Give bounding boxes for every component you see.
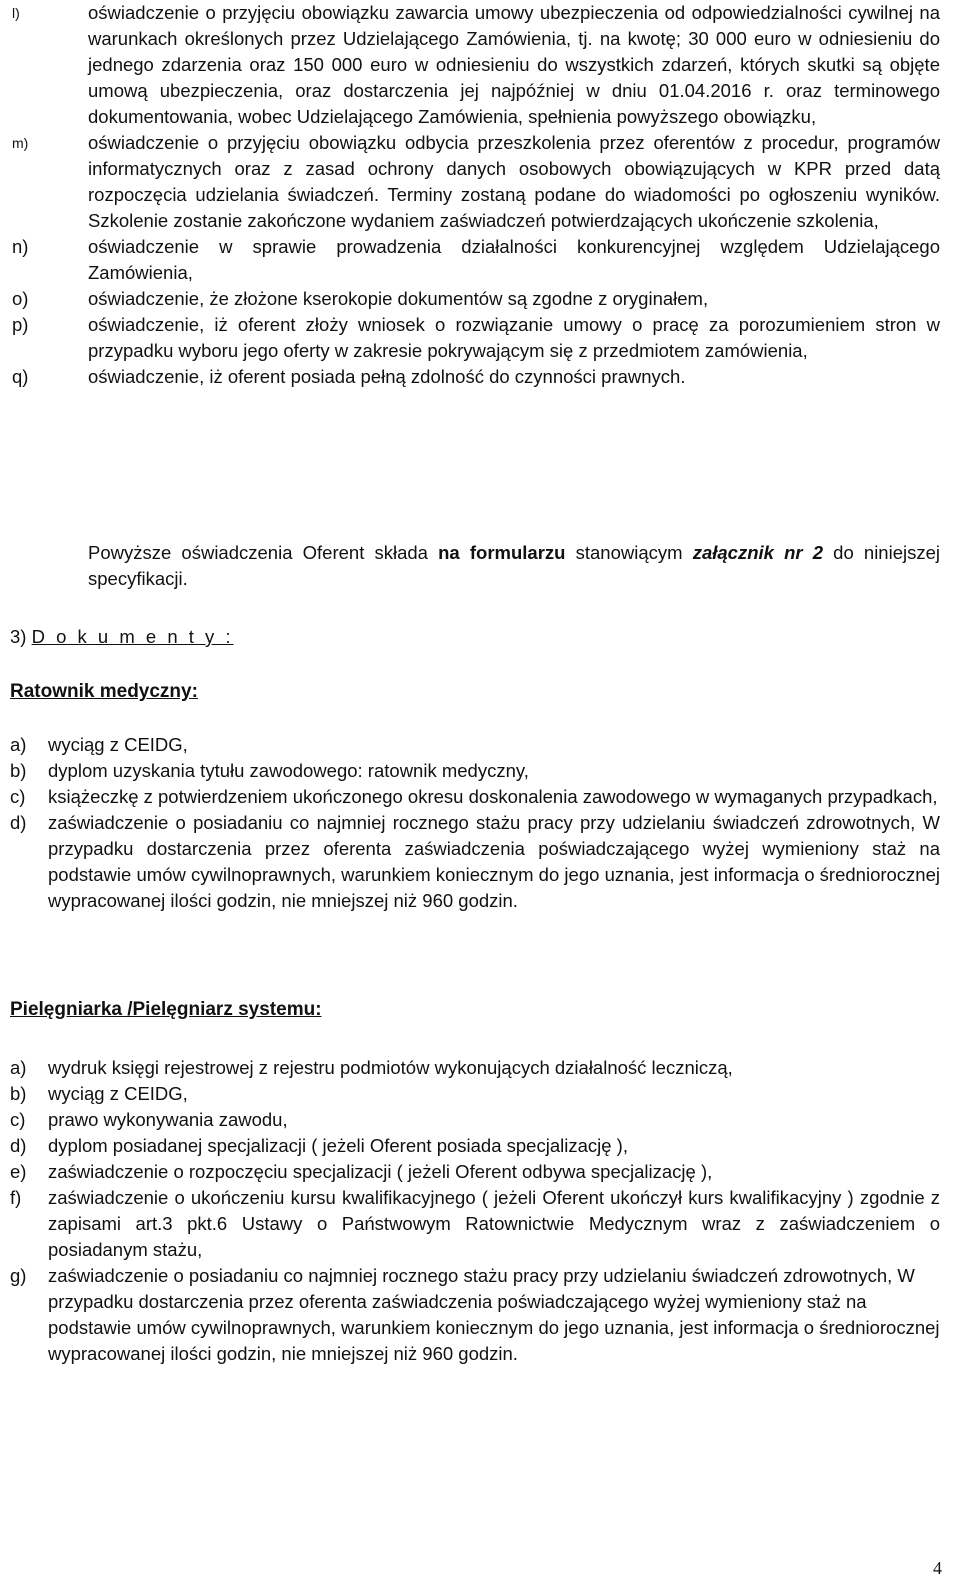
statement-bold-text: na formularzu: [438, 542, 566, 563]
list-item: [0, 130, 960, 234]
list-item-text: oświadczenie w sprawie prowadzenia działalności konkurencyjnej względem Udzielającego Zamówienia,: [88, 236, 940, 283]
list-item-text: zaświadczenie o posiadaniu co najmniej rocznego stażu pracy przy udzielaniu świadczeń zdrowotnych, W przypadku dostarczenia przez oferenta zaświadczenia poświadczającego wyżej wymieniony staż na podstawie umów cywilnoprawnych, warunkiem koniecznym do jego uznania, jest informacja o średniorocznej wypracowanej ilości godzin, nie mniejszej niż 960 godzin.: [48, 1265, 940, 1364]
list-item-text: oświadczenie o przyjęciu obowiązku odbycia przeszkolenia przez oferentów z procedur, programów informatycznych oraz z zasad ochrony danych osobowych obowiązujących w KPR przed datą rozpoczęcia udzielania świadczeń. Terminy zostaną podane do wiadomości po ogłoszeniu wyników. Szkolenie zostanie zakończone wydaniem zaświadczeń potwierdzających ukończenie szkolenia,: [88, 132, 940, 231]
list-item-text: oświadczenie, iż oferent posiada pełną zdolność do czynności prawnych.: [88, 366, 686, 387]
list-item-text: zaświadczenie o posiadaniu co najmniej rocznego stażu pracy przy udzielaniu świadczeń zdrowotnych, W przypadku dostarczenia przez oferenta zaświadczenia poświadczającego wyżej wymieniony staż na podstawie umów cywilnoprawnych, warunkiem koniecznym do jego uznania, jest informacja o średniorocznej wypracowanej ilości godzin, nie mniejszej niż 960 godzin.: [48, 812, 940, 911]
list-item-text: wyciąg z CEIDG,: [48, 734, 188, 755]
list-marker: f): [10, 1187, 22, 1208]
list-item: [0, 1107, 960, 1133]
list-item: [0, 758, 960, 784]
list-item: [0, 810, 960, 914]
declarations-list: [0, 0, 960, 390]
list-item-text: książeczkę z potwierdzeniem ukończonego okresu doskonalenia zawodowego w wymaganych przypadkach,: [48, 786, 938, 807]
list-item: [0, 784, 960, 810]
list-item-text: dyplom uzyskania tytułu zawodowego: ratownik medyczny,: [48, 760, 529, 781]
list-item: [0, 1081, 960, 1107]
list-item-text: oświadczenie, iż oferent złoży wniosek o rozwiązanie umowy o pracę za porozumieniem stron w przypadku wyboru jego oferty w zakresie pokrywającym się z przedmiotem zamówienia,: [88, 314, 940, 361]
ratownik-heading: Ratownik medyczny:: [10, 681, 198, 702]
list-marker: c): [10, 1109, 26, 1130]
list-marker: m): [12, 135, 29, 151]
ratownik-documents-list: [0, 732, 960, 914]
statement-paragraph: [88, 540, 940, 592]
list-marker: q): [12, 366, 29, 387]
list-item: [0, 1263, 960, 1367]
list-item-text: zaświadczenie o ukończeniu kursu kwalifikacyjnego ( jeżeli Oferent ukończył kurs kwalifikacyjny ) zgodnie z zapisami art.3 pkt.6 Ustawy o Państwowym Ratownictwie Medycznym wraz z zaświadczeniem o posiadanym stażu,: [48, 1187, 940, 1260]
list-item: [0, 1133, 960, 1159]
attachment-reference: załącznik nr 2: [692, 542, 824, 563]
list-item: [0, 312, 960, 364]
list-marker: g): [10, 1265, 27, 1286]
list-marker: l): [12, 5, 20, 21]
list-item-text: oświadczenie o przyjęciu obowiązku zawarcia umowy ubezpieczenia od odpowiedzialności cywilnej na warunkach określonych przez Udzielającego Zamówienia, tj. na kwotę; 30 000 euro w odniesieniu do jednego zdarzenia oraz 150 000 euro w odniesieniu do wszystkich zdarzeń, których skutki są objęte umową ubezpieczenia, oraz dostarczenia jej najpóźniej w dniu 01.04.2016 r. oraz terminowego dokumentowania, wobec Udzielającego Zamówienia, spełnienia powyższego obowiązku,: [88, 2, 940, 127]
list-marker: a): [10, 1057, 27, 1078]
list-item-text: wyciąg z CEIDG,: [48, 1083, 188, 1104]
list-item-text: oświadczenie, że złożone kserokopie dokumentów są zgodne z oryginałem,: [88, 288, 709, 309]
list-item: [0, 364, 960, 390]
list-marker: d): [10, 1135, 27, 1156]
list-item-text: prawo wykonywania zawodu,: [48, 1109, 288, 1130]
list-item: [0, 732, 960, 758]
list-marker: d): [10, 812, 27, 833]
list-marker: b): [10, 1083, 27, 1104]
list-item: [0, 234, 960, 286]
pielegniarka-documents-list: [0, 1055, 960, 1367]
list-marker: p): [12, 314, 29, 335]
section-number: 3): [10, 626, 27, 647]
list-item-text: wydruk księgi rejestrowej z rejestru podmiotów wykonujących działalność leczniczą,: [48, 1057, 733, 1078]
list-item: [0, 286, 960, 312]
list-item-text: zaświadczenie o rozpoczęciu specjalizacji ( jeżeli Oferent odbywa specjalizację ),: [48, 1161, 713, 1182]
list-item: [0, 1159, 960, 1185]
statement-text: Powyższe oświadczenia Oferent składa: [88, 542, 439, 563]
list-marker: a): [10, 734, 27, 755]
statement-text: do niniejszej specyfikacji.: [88, 542, 941, 589]
list-marker: n): [12, 236, 29, 257]
list-marker: c): [10, 786, 26, 807]
list-item: [0, 1185, 960, 1263]
section-heading: [10, 624, 234, 650]
pielegniarka-heading: Pielęgniarka /Pielęgniarz systemu:: [10, 999, 322, 1020]
list-item-text: dyplom posiadanej specjalizacji ( jeżeli Oferent posiada specjalizację ),: [48, 1135, 628, 1156]
list-item: [0, 1055, 960, 1081]
list-marker: e): [10, 1161, 27, 1182]
statement-text: stanowiącym: [565, 542, 693, 563]
list-marker: b): [10, 760, 27, 781]
list-marker: o): [12, 288, 29, 309]
page-number: 4: [933, 1558, 942, 1578]
list-item: [0, 0, 960, 130]
section-title: D o k u m e n t y :: [31, 626, 234, 647]
